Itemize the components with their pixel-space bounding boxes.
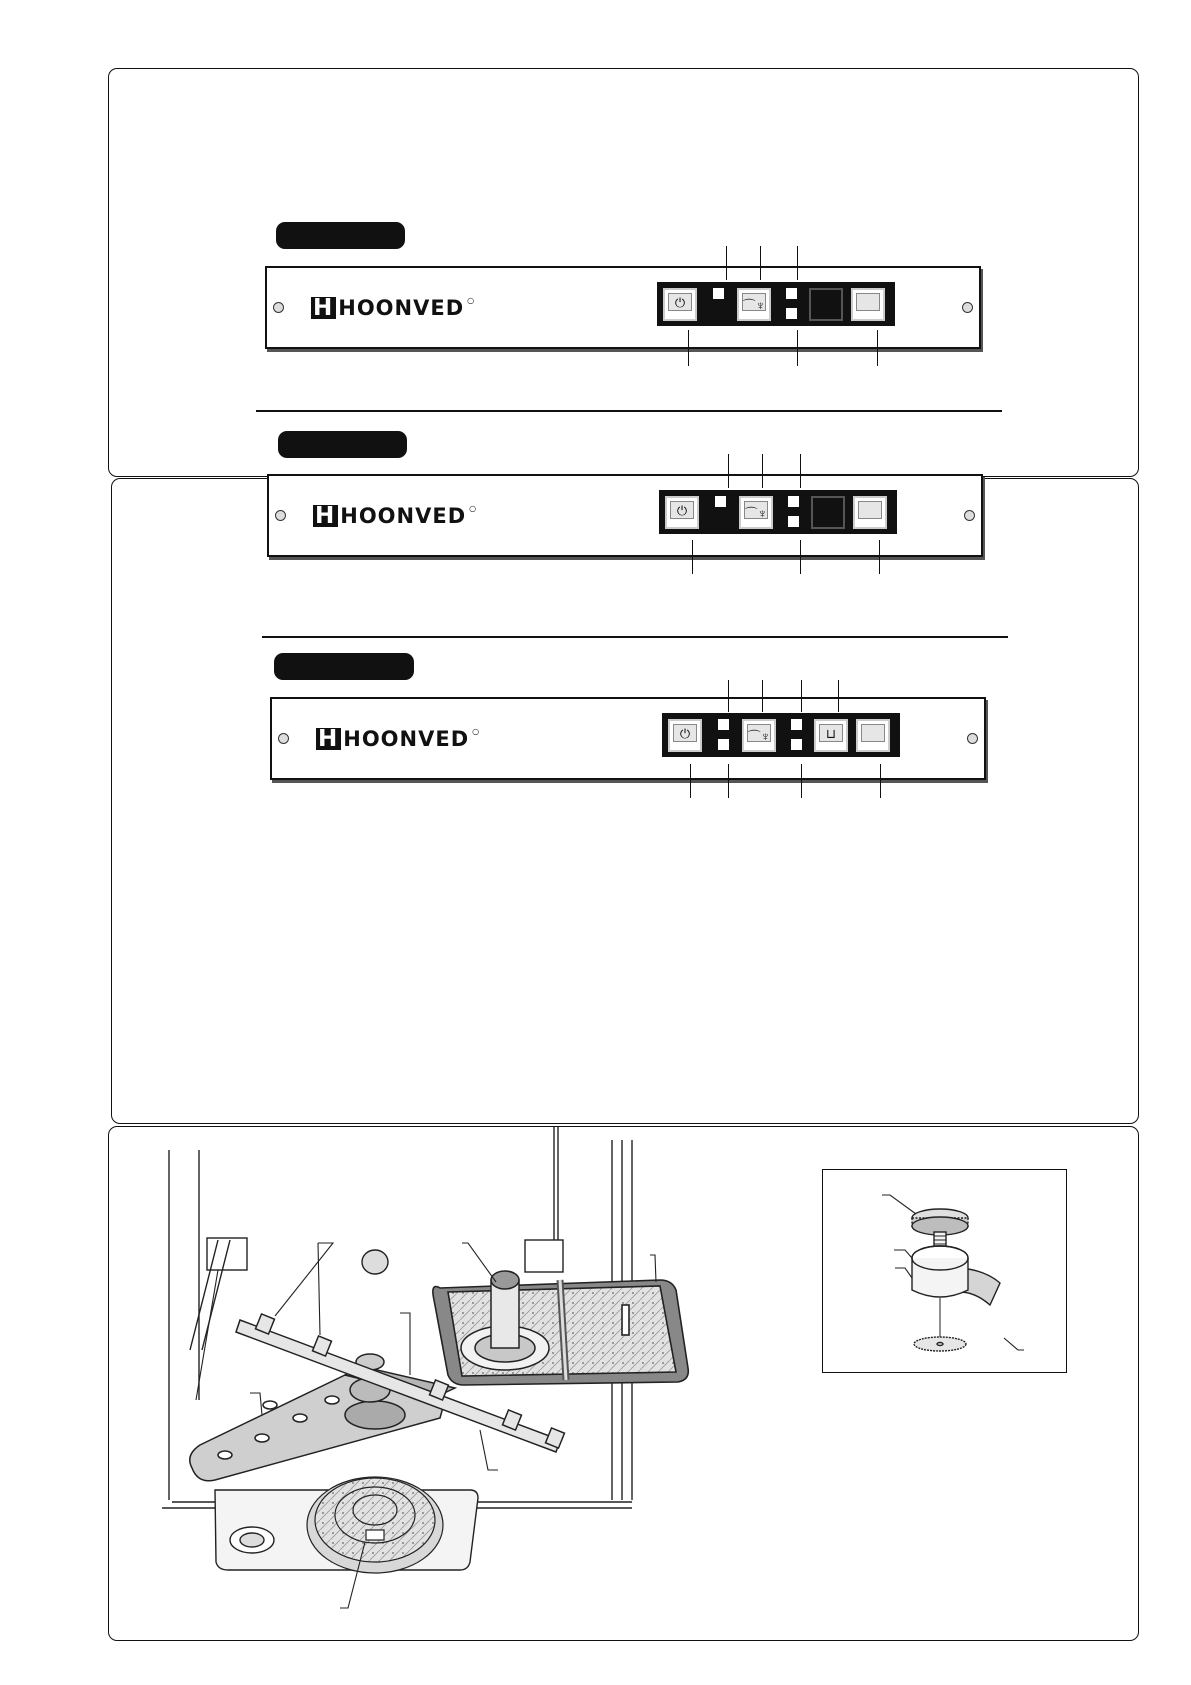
- wash-cycle-button[interactable]: [742, 719, 776, 752]
- indicator-light: [713, 288, 724, 299]
- indicator-light: [791, 739, 802, 750]
- screw: [962, 302, 973, 313]
- model-tag: [278, 431, 407, 458]
- brand-logo: H HOONVED ○: [318, 726, 481, 752]
- button-strip: [662, 713, 900, 757]
- leader-line: [880, 764, 881, 798]
- indicator-light: [788, 496, 799, 507]
- power-button[interactable]: [663, 288, 697, 321]
- power-button[interactable]: [665, 496, 699, 529]
- leader-line: [728, 454, 729, 488]
- indicator-light: [786, 308, 797, 319]
- leader-line: [797, 330, 798, 366]
- screw: [275, 510, 286, 521]
- leader-line: [762, 454, 763, 488]
- screw: [964, 510, 975, 521]
- drain-button[interactable]: [814, 719, 848, 752]
- leader-line: [688, 330, 689, 366]
- control-panel-3: [270, 697, 986, 780]
- indicator-light: [715, 496, 726, 507]
- indicator-light: [718, 739, 729, 750]
- glass-cup-icon: ⌒♆: [744, 506, 768, 521]
- drain-tub-icon: ⊔: [825, 726, 837, 741]
- section-divider: [256, 410, 1002, 412]
- button-strip: [657, 282, 895, 326]
- power-icon: ⏻: [679, 726, 691, 741]
- leader-line: [762, 680, 763, 712]
- button-strip: [659, 490, 897, 534]
- power-icon: ⏻: [676, 503, 688, 518]
- wash-cycle-button[interactable]: [739, 496, 773, 529]
- frame-middle: [111, 478, 1139, 1124]
- indicator-light: [788, 516, 799, 527]
- screw: [273, 302, 284, 313]
- leader-line: [797, 246, 798, 280]
- leader-line: [877, 330, 878, 366]
- section-divider: [262, 636, 1008, 638]
- indicator-light: [786, 288, 797, 299]
- leader-line: [800, 540, 801, 574]
- model-tag: [274, 653, 414, 680]
- wash-cycle-button[interactable]: [737, 288, 771, 321]
- leader-line: [838, 680, 839, 712]
- control-panel-2: [267, 474, 983, 557]
- power-button[interactable]: [668, 719, 702, 752]
- leader-line: [760, 246, 761, 280]
- start-button[interactable]: [856, 719, 890, 752]
- screw: [967, 733, 978, 744]
- leader-line: [690, 764, 691, 798]
- brand-logo: H HOONVED ○: [313, 295, 476, 321]
- start-button[interactable]: [853, 496, 887, 529]
- leader-line: [728, 680, 729, 712]
- screw: [278, 733, 289, 744]
- leader-line: [728, 764, 729, 798]
- power-icon: ⏻: [674, 295, 686, 310]
- start-button[interactable]: [851, 288, 885, 321]
- leader-line: [879, 540, 880, 574]
- leader-line: [800, 454, 801, 488]
- control-panel-1: [265, 266, 981, 349]
- display-window: [811, 496, 845, 529]
- leader-line: [726, 246, 727, 280]
- indicator-light: [791, 719, 802, 730]
- leader-line: [801, 680, 802, 712]
- glass-cup-icon: ⌒♆: [742, 298, 766, 313]
- indicator-light: [718, 719, 729, 730]
- leader-line: [692, 540, 693, 574]
- display-window: [809, 288, 843, 321]
- leader-line: [801, 764, 802, 798]
- glass-cup-icon: ⌒♆: [747, 729, 771, 744]
- brand-logo: H HOONVED ○: [315, 503, 478, 529]
- detail-inset: [822, 1169, 1067, 1373]
- model-tag: [276, 222, 405, 249]
